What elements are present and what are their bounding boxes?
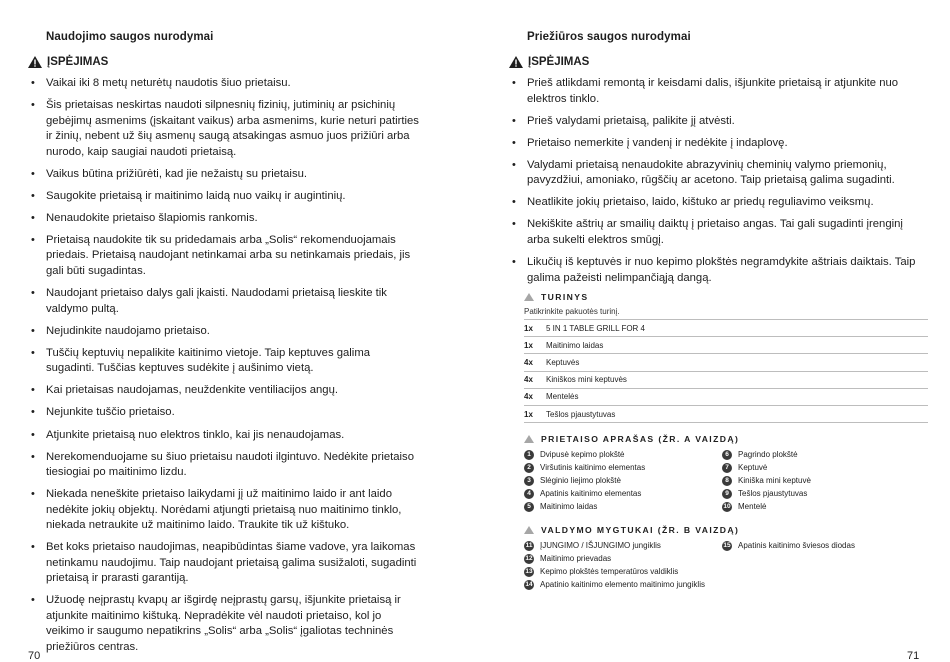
list-item: 5 Maitinimo laidas bbox=[524, 500, 722, 513]
description-list bbox=[524, 448, 930, 513]
list-item: • Likučių iš keptuvės ir nuo kepimo plokštės negramdykite aštriais daiktais. Taip galima pažeisti nelimpančiąją dangą. bbox=[509, 255, 921, 286]
list-item: • Kai prietaisas naudojamas, neuždenkite ventiliacijos angų. bbox=[28, 383, 420, 399]
number-badge: 15 bbox=[723, 542, 731, 549]
list-item: 3 Slėginio liejimo plokštė bbox=[524, 474, 722, 487]
number-badge: 8 bbox=[722, 476, 732, 486]
list-item: • Užuodę neįprastų kvapų ar išgirdę neįprastų garsų, išjunkite prietaisą ir atjunkite maitinimo kištuką. Nepradėkite vėl naudoti prietaiso, kol jo veikimo ir saugumo nepatikrins „Solis“ arba „Solis“ įgaliotas techninės priežiūros centras. bbox=[28, 593, 420, 655]
list-item: • Prietaiso nemerkite į vandenį ir nedėkite į indaplovę. bbox=[509, 136, 921, 152]
number-badge: 11 bbox=[525, 542, 533, 549]
list-item: • Nekiškite aštrių ar smailių daiktų į prietaiso angas. Tai gali sugadinti įrenginį arba sukelti elektros smūgį. bbox=[509, 217, 921, 248]
list-item: • Prietaisą naudokite tik su pridedamais arba „Solis“ rekomenduojamais priedais. Prietaisą naudojant netinkamai arba su netinkamais priedais, jis gali būti sugadintas. bbox=[28, 233, 420, 280]
number-badge: 7 bbox=[722, 463, 732, 473]
safety-list bbox=[28, 76, 420, 662]
number-badge: 2 bbox=[524, 463, 534, 473]
warning-heading bbox=[509, 56, 589, 68]
warning-icon bbox=[28, 56, 42, 68]
triangle-icon bbox=[524, 526, 534, 534]
list-item: • Valydami prietaisą nenaudokite abrazyvinių cheminių valymo priemonių, pavyzdžiui, amoniako, rūgščių ar acetono. Taip prietaisą galima sugadinti. bbox=[509, 158, 921, 189]
contents-section bbox=[524, 292, 930, 423]
list-item: 2 Viršutinis kaitinimo elementas bbox=[524, 461, 722, 474]
list-item: • Neatlikite jokių prietaiso, laido, kištuko ar priedų reguliavimo veiksmų. bbox=[509, 195, 921, 211]
description-heading: PRIETAISO APRAŠAS (ŽR. A VAIZDĄ) bbox=[524, 434, 930, 444]
number-badge: 9 bbox=[722, 489, 732, 499]
contents-table bbox=[524, 319, 928, 423]
list-item: • Vaikus būtina prižiūrėti, kad jie nežaistų su prietaisu. bbox=[28, 167, 420, 183]
list-item: • Nenaudokite prietaiso šlapiomis rankomis. bbox=[28, 211, 420, 227]
number-badge: 4 bbox=[524, 489, 534, 499]
list-item: 9 Tešlos pjaustytuvas bbox=[722, 487, 922, 500]
list-item: 11 ĮJUNGIMO / IŠJUNGIMO jungiklis bbox=[525, 541, 661, 550]
controls-heading: VALDYMO MYGTUKAI (ŽR. B VAIZDĄ) bbox=[524, 525, 930, 535]
number-badge: 5 bbox=[524, 502, 534, 512]
warning-label: ĮSPĖJIMAS bbox=[47, 56, 109, 68]
list-item: • Nerekomenduojame su šiuo prietaisu naudoti ilgintuvo. Nedėkite prietaiso tiesiogiai po maitinimo lizdu. bbox=[28, 450, 420, 481]
list-item: • Šis prietaisas neskirtas naudoti silpnesnių fizinių, jutiminių ar psichinių gebėjimų asmenims (įskaitant vaikus) arba asmenims, kurie neturi patirties ir žinių, nebent už šių asmenų saugą atsakingas asmuo juos prižiūri arba nurodo, kaip saugiai naudoti prietaisą. bbox=[28, 98, 420, 160]
table-row: 4x Mentelės bbox=[524, 388, 928, 405]
maintenance-list bbox=[509, 76, 921, 293]
list-item: • Bet koks prietaiso naudojimas, neapibūdintas šiame vadove, yra laikomas netinkamu naudojimu. Taip naudojant prietaisą galima susižaloti, sugadinti prietaisą ir prarasti garantiją. bbox=[28, 540, 420, 587]
number-badge: 10 bbox=[723, 503, 731, 510]
table-row: 4x Keptuvės bbox=[524, 354, 928, 371]
warning-icon bbox=[509, 56, 523, 68]
list-item: 6 Pagrindo plokštė bbox=[722, 448, 922, 461]
list-item: • Naudojant prietaiso dalys gali įkaisti. Naudodami prietaisą lieskite tik valdymo pultą. bbox=[28, 286, 420, 317]
controls-section bbox=[524, 525, 930, 591]
table-row: 1x Maitinimo laidas bbox=[524, 337, 928, 354]
number-badge: 3 bbox=[524, 476, 534, 486]
list-item: • Nejudinkite naudojamo prietaiso. bbox=[28, 324, 420, 340]
page-number-right: 71 bbox=[907, 650, 920, 662]
page-number-left: 70 bbox=[28, 650, 41, 662]
list-item: • Vaikai iki 8 metų neturėtų naudotis šiuo prietaisu. bbox=[28, 76, 420, 92]
number-badge: 1 bbox=[524, 450, 534, 460]
list-item: 10 Mentelė bbox=[723, 502, 767, 511]
number-badge: 14 bbox=[525, 581, 533, 588]
table-row: 1x Tešlos pjaustytuvas bbox=[524, 405, 928, 422]
list-item: 1 Dvipusė kepimo plokštė bbox=[524, 448, 722, 461]
list-item: 7 Keptuvė bbox=[722, 461, 922, 474]
triangle-icon bbox=[524, 435, 534, 443]
table-row: 1x 5 IN 1 TABLE GRILL FOR 4 bbox=[524, 320, 928, 337]
list-item: • Prieš atlikdami remontą ir keisdami dalis, išjunkite prietaisą ir atjunkite nuo elektros tinklo. bbox=[509, 76, 921, 107]
table-row: 4x Kiniškos mini keptuvės bbox=[524, 371, 928, 388]
number-badge: 12 bbox=[525, 555, 533, 562]
list-item: 12 Maitinimo prievadas bbox=[525, 554, 612, 563]
warning-heading bbox=[28, 56, 108, 68]
description-section bbox=[524, 434, 930, 513]
list-item: • Prieš valydami prietaisą, palikite jį atvėsti. bbox=[509, 114, 921, 130]
section-title: Naudojimo saugos nurodymai bbox=[46, 31, 214, 43]
list-item: • Atjunkite prietaisą nuo elektros tinklo, kai jis nenaudojamas. bbox=[28, 428, 420, 444]
list-item: • Tuščių keptuvių nepalikite kaitinimo vietoje. Taip keptuves galima sugadinti. Tuščias keptuves sudėkite į aušinimo vietą. bbox=[28, 346, 420, 377]
controls-list bbox=[524, 539, 930, 591]
contents-heading: TURINYS bbox=[524, 292, 930, 302]
triangle-icon bbox=[524, 293, 534, 301]
list-item: • Nejunkite tuščio prietaiso. bbox=[28, 405, 420, 421]
contents-subtext: Patikrinkite pakuotės turinį. bbox=[524, 307, 620, 316]
list-item: 14 Apatinio kaitinimo elemento maitinimo jungiklis bbox=[525, 580, 705, 589]
warning-label: ĮSPĖJIMAS bbox=[528, 56, 590, 68]
list-item: 13 Kepimo plokštės temperatūros valdiklis bbox=[525, 567, 679, 576]
number-badge: 13 bbox=[525, 568, 533, 575]
number-badge: 6 bbox=[722, 450, 732, 460]
list-item: 15 Apatinis kaitinimo šviesos diodas bbox=[723, 541, 855, 550]
section-title: Priežiūros saugos nurodymai bbox=[527, 31, 691, 43]
list-item: • Niekada neneškite prietaiso laikydami jį už maitinimo laido ir ant laido nedėkite jokių objektų. Norėdami atjungti prietaisą nuo maitinimo tinklo, niekada netraukite už maitinimo laido. Traukite tik už kištuko. bbox=[28, 487, 420, 534]
list-item: 4 Apatinis kaitinimo elementas bbox=[524, 487, 722, 500]
list-item: 8 Kiniška mini keptuvė bbox=[722, 474, 922, 487]
list-item: • Saugokite prietaisą ir maitinimo laidą nuo vaikų ir augintinių. bbox=[28, 189, 420, 205]
